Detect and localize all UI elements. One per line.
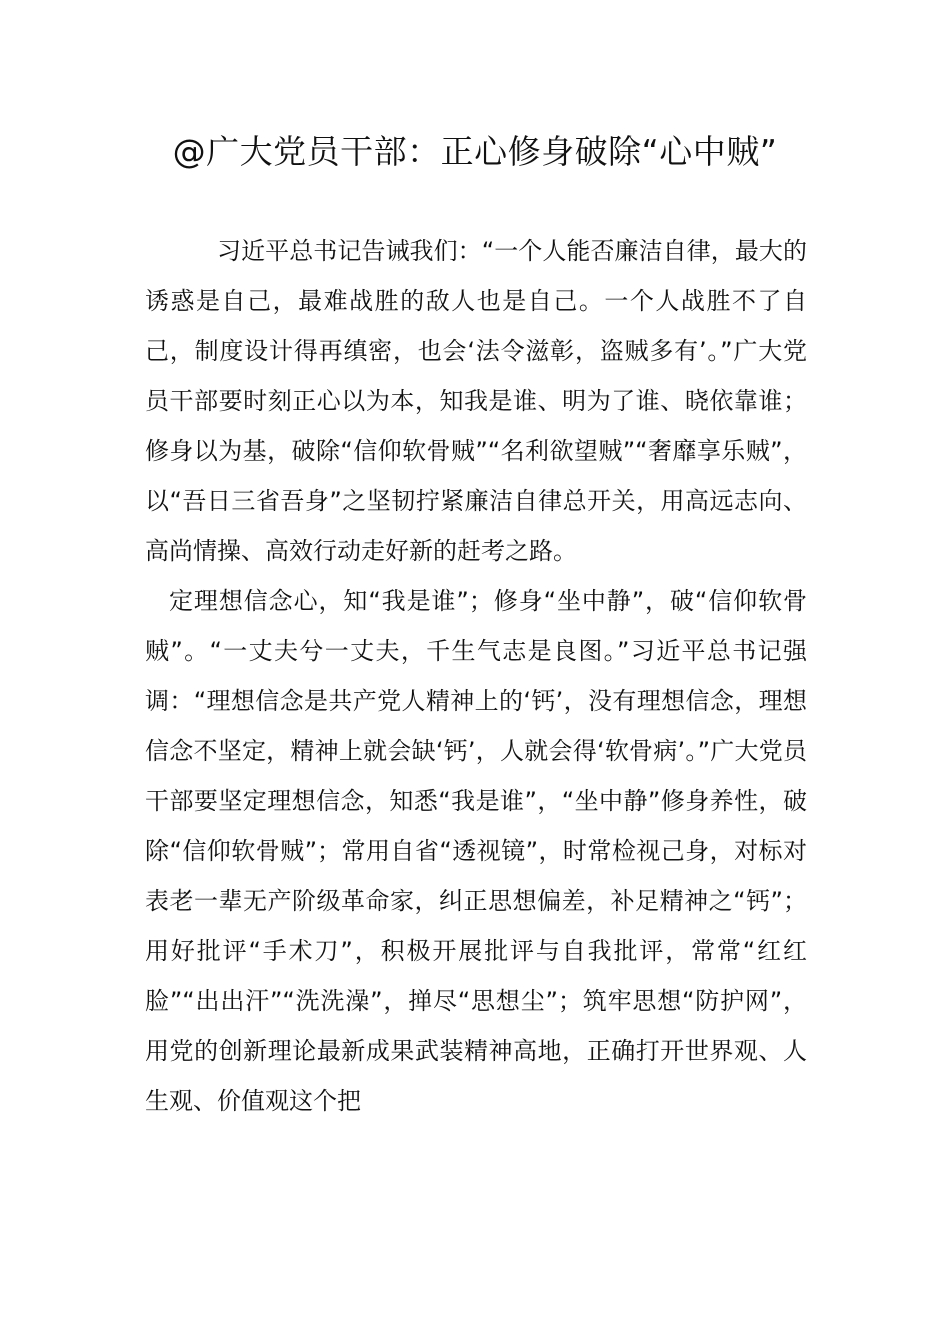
paragraph-intro: 习近平总书记告诫我们：“一个人能否廉洁自律，最大的诱惑是自己，最难战胜的敌人也是自己。一个人战胜不了自己，制度设计得再缜密，也会‘法令滋彰，盗贼多有’。”广大党员干部要时刻正心以为本，知我是谁、明为了谁、晓依靠谁；修身以为基，破除“信仰软骨贼”“名利欲望贼”“奢靡享乐贼”，以“吾日三省吾身”之坚韧拧紧廉洁自律总开关，用高远志向、高尚情操、高效行动走好新的赶考之路。 <box>145 237 807 565</box>
document-title: @广大党员干部：正心修身破除“心中贼” <box>172 132 778 171</box>
paragraph-ideals: 定理想信念心，知“我是谁”；修身“坐中静”，破“信仰软骨贼”。“一丈夫兮一丈夫，千生气志是良图。”习近平总书记强调：“理想信念是共产党人精神上的‘钙’，没有理想信念，理想信念不坚定，精神上就会缺‘钙’，人就会得‘软骨病’。”广大党员干部要坚定理想信念，知悉“我是谁”，“坐中静”修身养性，破除“信仰软骨贼”；常用自省“透视镜”，时常检视己身，对标对表老一辈无产阶级革命家，纠正思想偏差，补足精神之“钙”；用好批评“手术刀”，积极开展批评与自我批评，常常“红红脸”“出出汗”“洗洗澡”，掸尽“思想尘”；筑牢思想“防护网”，用党的创新理论最新成果武装精神高地，正确打开世界观、人生观、价值观这个把 <box>145 587 807 1115</box>
document-body <box>145 226 807 1126</box>
